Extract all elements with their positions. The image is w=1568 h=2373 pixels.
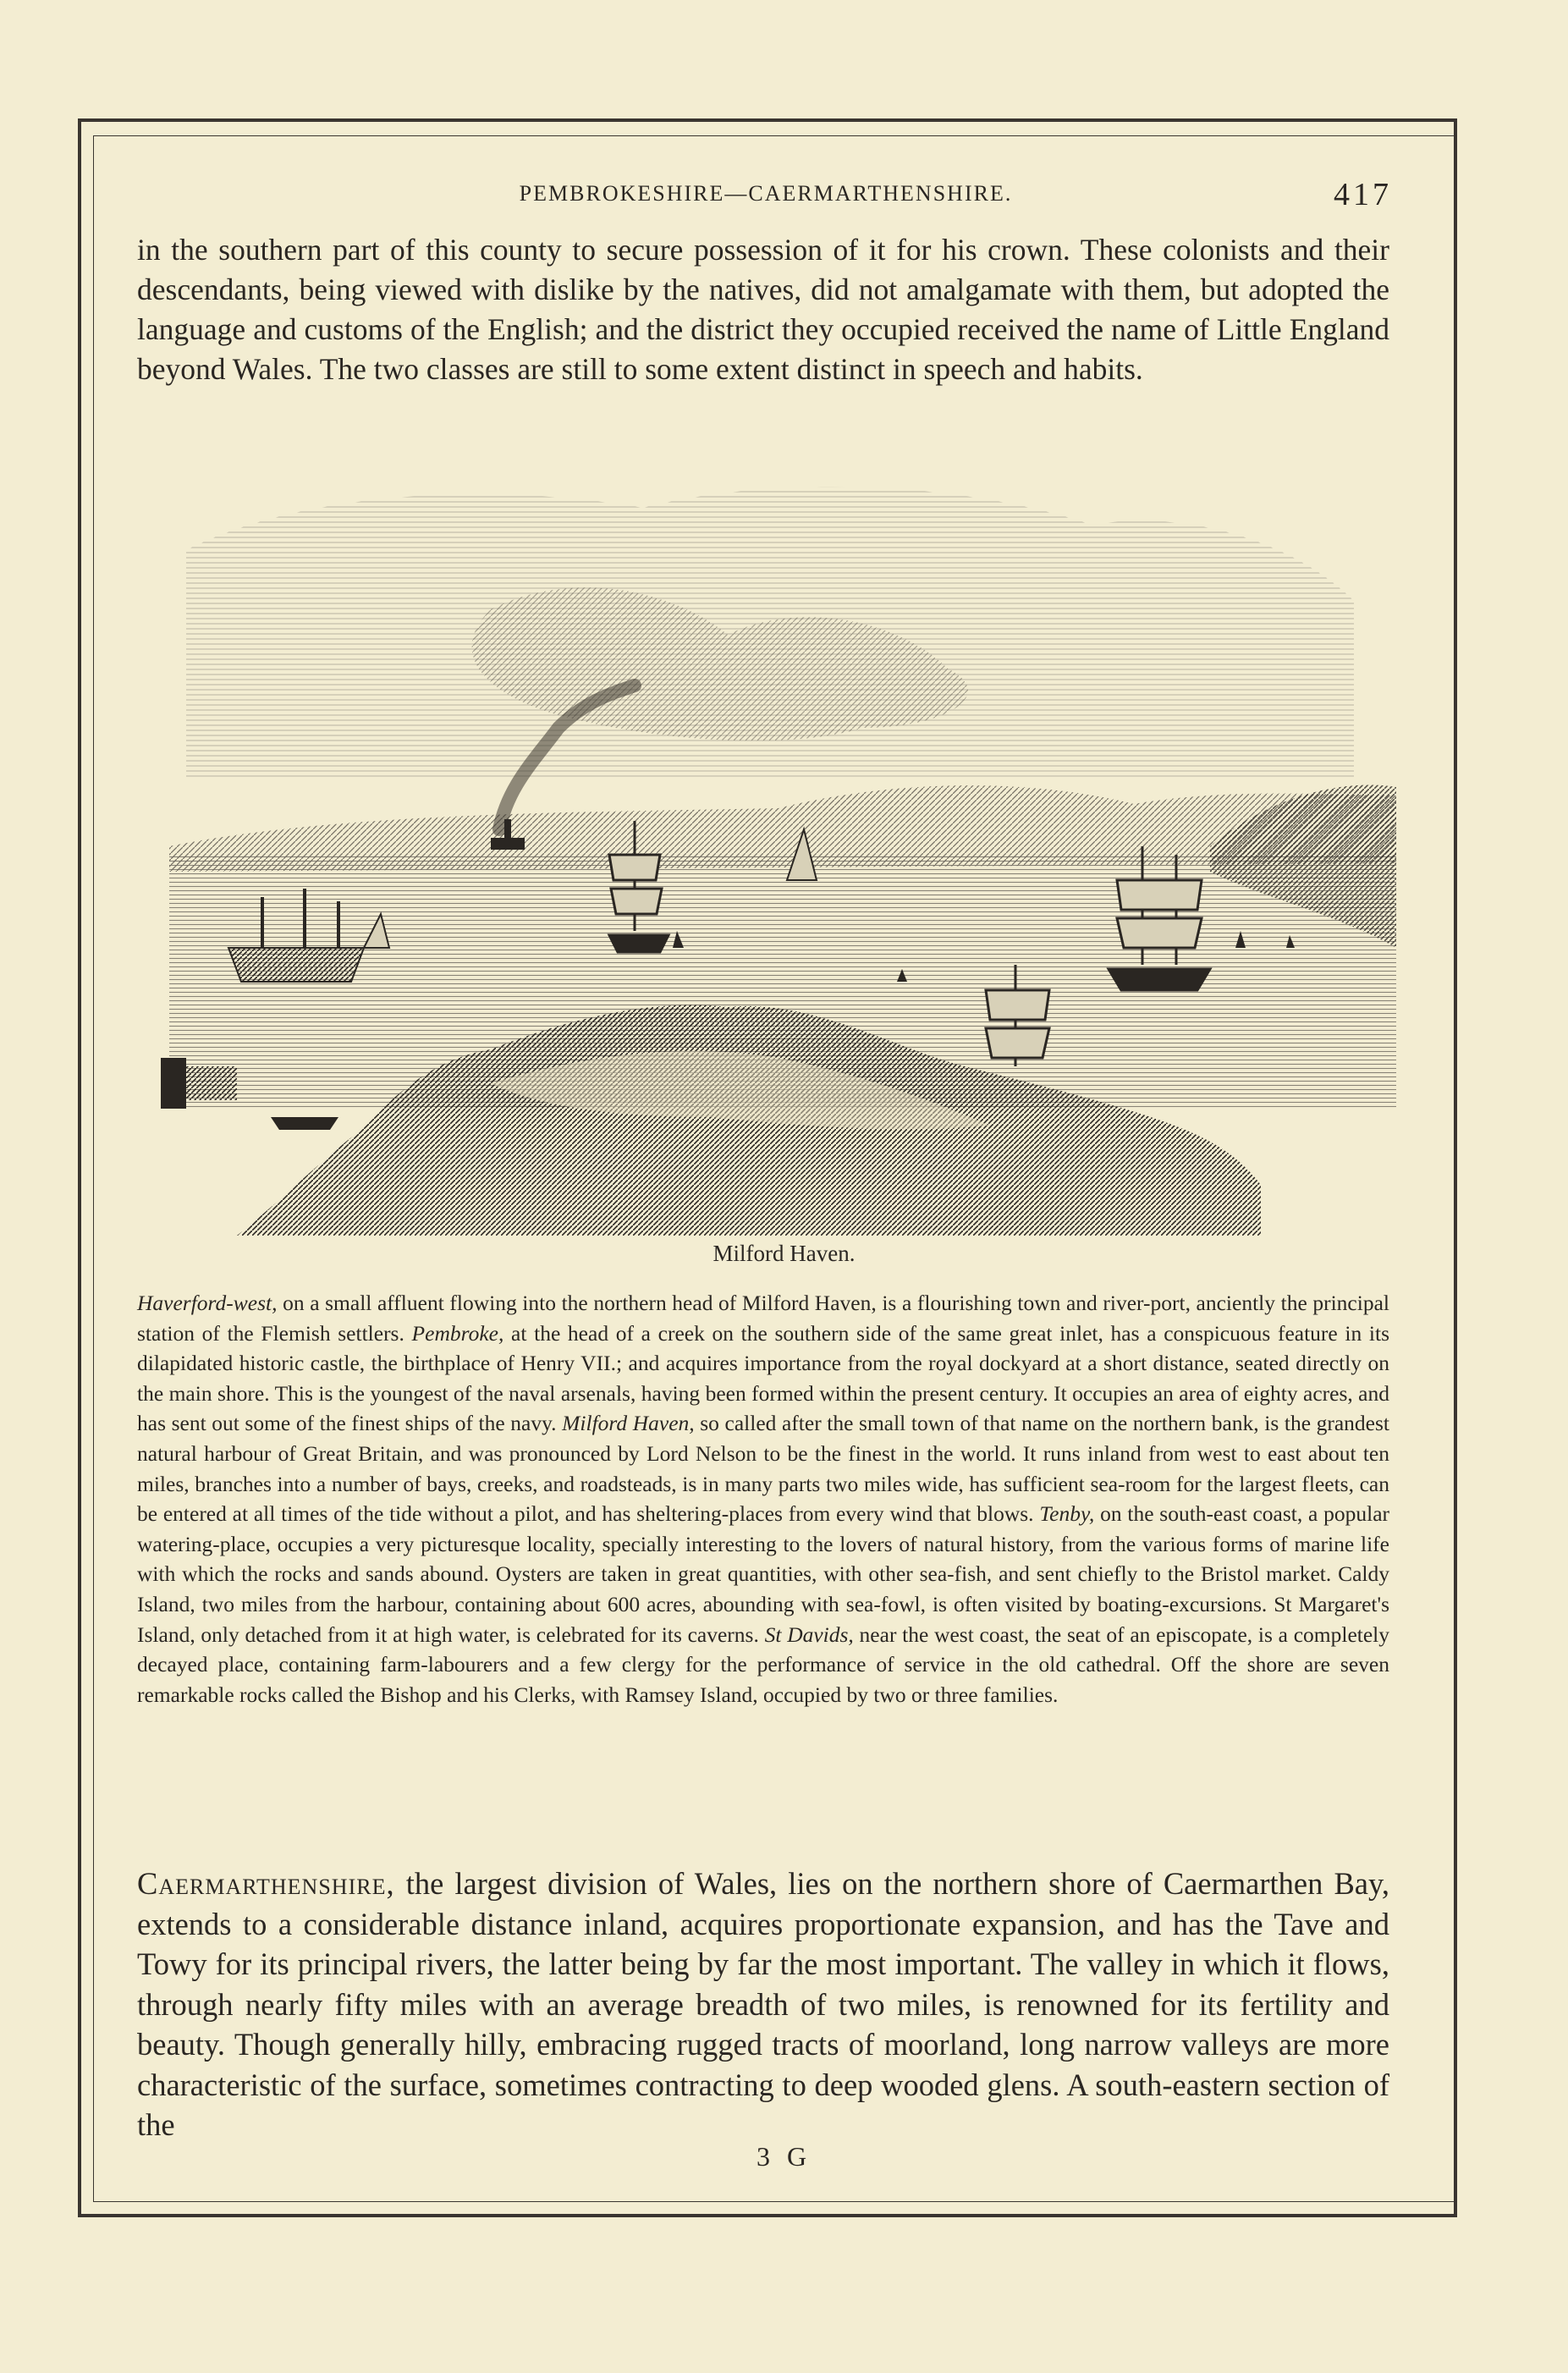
place-st-davids: St Davids, bbox=[764, 1621, 854, 1647]
illustration-caption: Milford Haven. bbox=[712, 1241, 856, 1266]
place-milford-haven: Milford Haven, bbox=[562, 1411, 695, 1436]
place-pembroke: Pembroke, bbox=[411, 1320, 504, 1346]
caermarthenshire-text: the largest division of Wales, lies on the northern shore of Caermarthen Bay, extends to a considerable distance inland, acquires proportionate expansion, and has the Tave and Towy for its principal rivers, the latter being by far the most important. The valley in which it flows, through nearly fifty miles with an average breadth of two miles, is renowned for its fertility and beauty. Though generally hilly, embracing rugged tracts of moorland, long narrow valleys are more characteristic of the surface, sometimes contracting to deep wooded glens. A south-eastern section of the bbox=[137, 1866, 1389, 2142]
caermarthenshire-paragraph bbox=[137, 1864, 1389, 2145]
text-milford-haven: so called after the small town of that name on the northern bank, is the grandest natural harbour of Great Britain, and was pronounced by Lord Nelson to be the finest in the world. It runs inland from west to east about ten miles, branches into a number of bays, creeks, and roadsteads, is in many parts two miles wide, has sufficient sea-room for the largest fleets, can be entered at all times of the tide without a pilot, and has sheltering-places from every wind that blows. bbox=[137, 1411, 1390, 1527]
signature-mark: 3 G bbox=[756, 2141, 812, 2172]
text-tenby: on the south-east coast, a popular watering-place, occupies a very picturesque locality, specially interesting to the lovers of natural history, from the various forms of marine life with which the rocks and sands abound. Oysters are taken in great quantities, with other sea-fish, and sent chiefly to the Bristol market. Caldy Island, two miles from the harbour, containing about 600 acres, abounding with sea-fowl, is often visited by boating-excursions. St Margaret's Island, only detached from it at high water, is celebrated for its caverns. bbox=[137, 1501, 1389, 1647]
running-head-title: PEMBROKESHIRE—CAERMARTHENSHIRE. bbox=[519, 181, 1013, 206]
text-st-davids: near the west coast, the seat of an episcopate, is a completely decayed place, containing farm-labourers and a few clergy for the performance of service in the old cathedral. Off the shore are seven remarkable rocks called the Bishop and his Clerks, with Ramsey Island, occupied by two or three families. bbox=[137, 1621, 1389, 1707]
page-number: 417 bbox=[1334, 177, 1392, 212]
place-tenby: Tenby, bbox=[1039, 1501, 1095, 1527]
milford-haven-engraving bbox=[135, 474, 1396, 1236]
description-paragraph bbox=[137, 1288, 1389, 1710]
place-haverfordwest: Haverford-west, bbox=[137, 1291, 278, 1315]
text-pembroke: at the head of a creek on the southern side of the same great inlet, has a conspicuous feature in its dilapidated historic castle, the birthplace of Henry VII.; and acquires importance from the royal dockyard at a short distance, seated directly on the main shore. This is the youngest of the naval arsenals, having been formed within the present century. It occupies an area of eighty acres, and has sent out some of the finest ships of the navy. bbox=[137, 1320, 1389, 1436]
text-haverfordwest: on a small affluent flowing into the northern head of Milford Haven, is a flourishing town and river-port, anciently the principal station of the Flemish settlers. bbox=[137, 1291, 1389, 1346]
caermarthenshire-lead: Caermarthenshire, bbox=[137, 1866, 395, 1901]
intro-paragraph: in the southern part of this county to secure possession of it for his crown. These colonists and their descendants, being viewed with dislike by the natives, did not amalgamate with them, but adopted the language and customs of the English; and the district they occupied received the name of Little England beyond Wales. The two classes are still to some extent distinct in speech and habits. bbox=[137, 233, 1389, 386]
running-head bbox=[140, 177, 1392, 215]
